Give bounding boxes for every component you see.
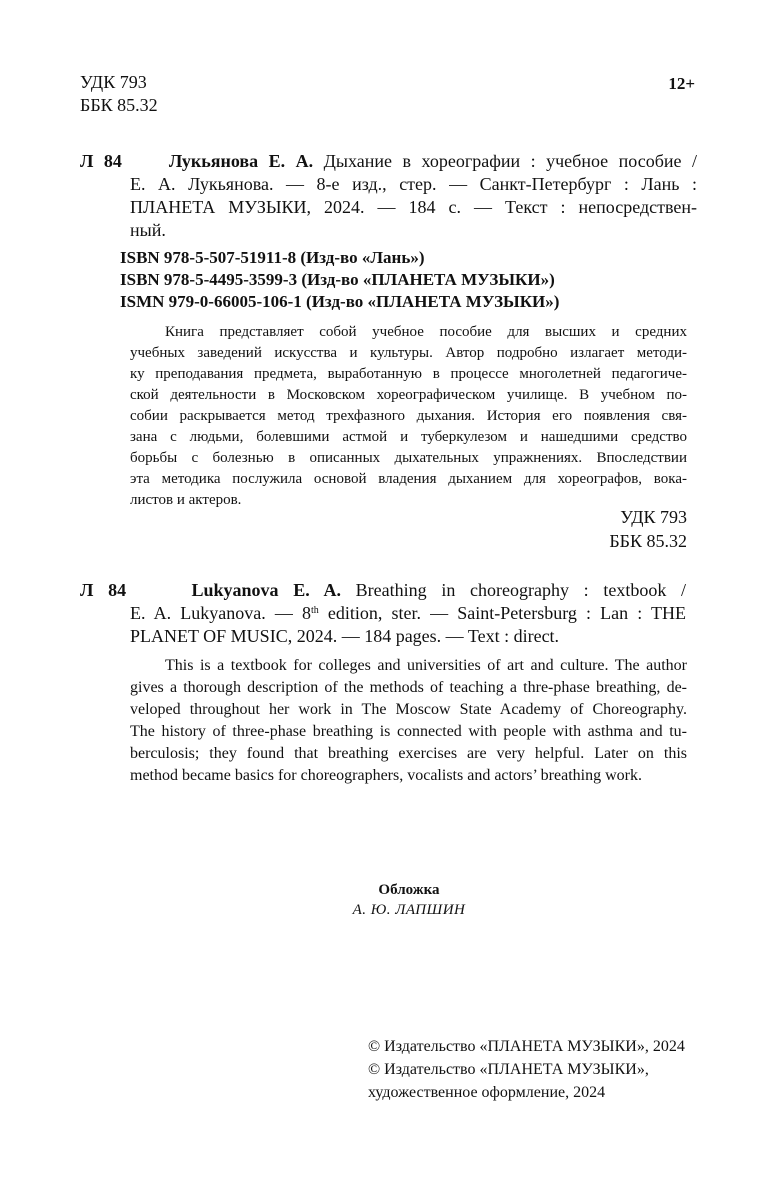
en-abstract-line: This is a textbook for colleges and universities of art and culture. The author (165, 657, 687, 674)
ru-abstract (130, 322, 687, 511)
en-abstract-line: The history of three-phase breathing is connected with people with asthma and tu- (130, 723, 687, 740)
ru-catalog-entry (80, 151, 697, 171)
en-entry-code: Л 84 (80, 580, 127, 600)
ru-entry-line-4: ный. (130, 220, 166, 240)
ru-bbk: ББК 85.32 (609, 531, 687, 551)
en-abstract-line: method became basics for choreographers, vocalists and actors’ breathing work. (130, 767, 642, 784)
ru-entry-line-3: ПЛАНЕТА МУЗЫКИ, 2024. — 184 с. — Текст : непосредствен- (130, 197, 697, 217)
isbn-lan: ISBN 978-5-507-51911-8 (Изд-во «Лань») (120, 248, 425, 267)
ru-abstract-line: зана с людьми, болевшими астмой и туберкулезом и нашедшими средство (130, 429, 687, 445)
en-entry-title: Breathing in choreography : textbook / (355, 580, 687, 600)
ru-entry-line-2: Е. А. Лукьянова. — 8-е изд., стер. — Санкт-Петербург : Лань : (130, 174, 697, 194)
ru-abstract-line: эта методика послужила основой владения дыханием для хореографов, вока- (130, 471, 687, 487)
ru-abstract-line: Книга представляет собой учебное пособие для высших и средних (165, 324, 687, 340)
cover-artist: А. Ю. ЛАПШИН (352, 902, 466, 918)
en-entry-line-3: PLANET OF MUSIC, 2024. — 184 pages. — Text : direct. (130, 626, 560, 646)
copyright-block (368, 1035, 685, 1104)
isbn-block (120, 248, 559, 311)
cover-credit (300, 880, 518, 920)
ru-abstract-line: борьбы с болезнью в описанных дыхательных упражнениях. Впоследствии (130, 450, 687, 466)
ru-classification (487, 507, 687, 551)
ru-abstract-line: ку преподавания предмета, выработанную в процессе многолетней педагогиче- (130, 366, 687, 382)
en-entry-line-2-a: E. A. Lukyanova. — 8 (130, 603, 311, 623)
en-entry-edition-sup: th (310, 605, 319, 616)
ru-udk: УДК 793 (620, 507, 687, 527)
isbn-planeta: ISBN 978-5-4495-3599-3 (Изд-во «ПЛАНЕТА МУЗЫКИ») (120, 270, 555, 289)
ru-entry-title: Дыхание в хореографии : учебное пособие / (323, 151, 698, 171)
copyright-line-3: художественное оформление, 2024 (368, 1084, 606, 1101)
copyright-line-1: © Издательство «ПЛАНЕТА МУЗЫКИ», 2024 (368, 1038, 685, 1055)
en-abstract-line: berculosis; they found that breathing exercises are very helpful. Later on this (130, 745, 687, 762)
ru-entry-code: Л 84 (80, 151, 122, 171)
ru-abstract-line: ской деятельности в Московском хореографическом училище. В учебном по- (130, 387, 687, 403)
ru-abstract-line: листов и актеров. (130, 492, 242, 508)
en-entry-author: Lukyanova E. A. (191, 580, 341, 600)
en-entry-line-2-b: edition, ster. — Saint-Petersburg : Lan : THE (318, 603, 687, 623)
age-rating-badge: 12+ (668, 74, 695, 93)
header-udk: УДК 793 (80, 72, 147, 92)
ru-abstract-line: собии раскрывается метод трехфазного дыхания. История его появления свя- (130, 408, 687, 424)
cover-label: Обложка (378, 882, 440, 898)
ru-abstract-line: учебных заведений искусства и культуры. Автор подробно излагает методи- (130, 345, 687, 361)
en-abstract (130, 655, 687, 787)
en-abstract-line: veloped throughout her work in The Moscow State Academy of Choreography. (130, 701, 687, 718)
ismn-planeta: ISMN 979-0-66005-106-1 (Изд-во «ПЛАНЕТА МУЗЫКИ») (120, 292, 560, 311)
ru-entry-line-1 (80, 151, 697, 171)
ru-entry-continuation (130, 174, 697, 240)
header-bbk: ББК 85.32 (80, 95, 158, 115)
en-abstract-line: gives a thorough description of the methods of teaching a thre-phase breathing, de- (130, 679, 687, 696)
en-entry-continuation (130, 603, 686, 646)
ru-entry-author: Лукьянова Е. А. (168, 151, 314, 171)
en-entry-line-1 (80, 580, 686, 600)
en-catalog-entry (80, 580, 686, 600)
copyright-line-2: © Издательство «ПЛАНЕТА МУЗЫКИ», (368, 1061, 649, 1078)
en-entry-line-2 (130, 603, 686, 623)
